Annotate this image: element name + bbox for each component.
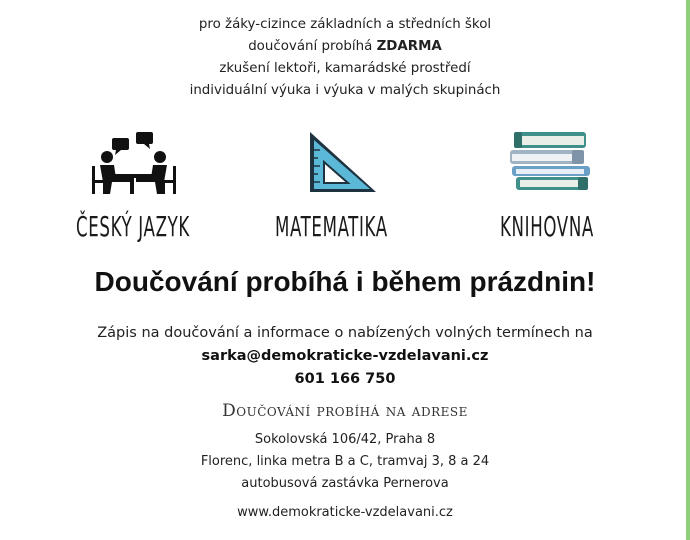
address-block <box>0 429 690 495</box>
intro-line-2 <box>0 36 690 58</box>
intro-line-2-prefix: doučování probíhá <box>248 39 377 54</box>
contact-email-link[interactable]: sarka@demokraticke-vzdelavani.cz <box>201 348 489 364</box>
intro-line-3: zkušení lektoři, kamarádské prostředí <box>219 61 471 76</box>
website-link[interactable]: www.demokraticke-vzdelavani.cz <box>237 505 453 520</box>
contact-intro: Zápis na doučování a informace o nabízených volných termínech na <box>97 325 593 341</box>
contact-block <box>0 322 690 391</box>
books-stack-icon <box>508 130 592 192</box>
address-street: Sokolovská 106/42, Praha 8 <box>254 432 436 447</box>
teaching-people-icon <box>88 130 183 196</box>
address-transport: Florenc, linka metra B a C, tramvaj 3, 8 a 24 <box>200 454 490 469</box>
headline: Doučování probíhá i během prázdnin! <box>94 266 596 297</box>
subject-library: KNIHOVNA <box>500 210 594 243</box>
address-bus: autobusová zastávka Pernerova <box>241 476 449 491</box>
intro-text <box>0 14 690 102</box>
intro-line-4: individuální výuka i výuka v malých skupinách <box>189 83 501 98</box>
contact-phone[interactable]: 601 166 750 <box>294 371 396 387</box>
free-label: ZDARMA <box>376 39 442 54</box>
subject-mathematics: MATEMATIKA <box>275 210 388 243</box>
subject-czech-language: ČESKÝ JAZYK <box>76 210 190 243</box>
set-square-icon <box>306 130 380 194</box>
address-heading: Doučování probíhá na adrese <box>222 401 468 421</box>
intro-line-1: pro žáky-cizince základních a středních škol <box>198 17 492 32</box>
